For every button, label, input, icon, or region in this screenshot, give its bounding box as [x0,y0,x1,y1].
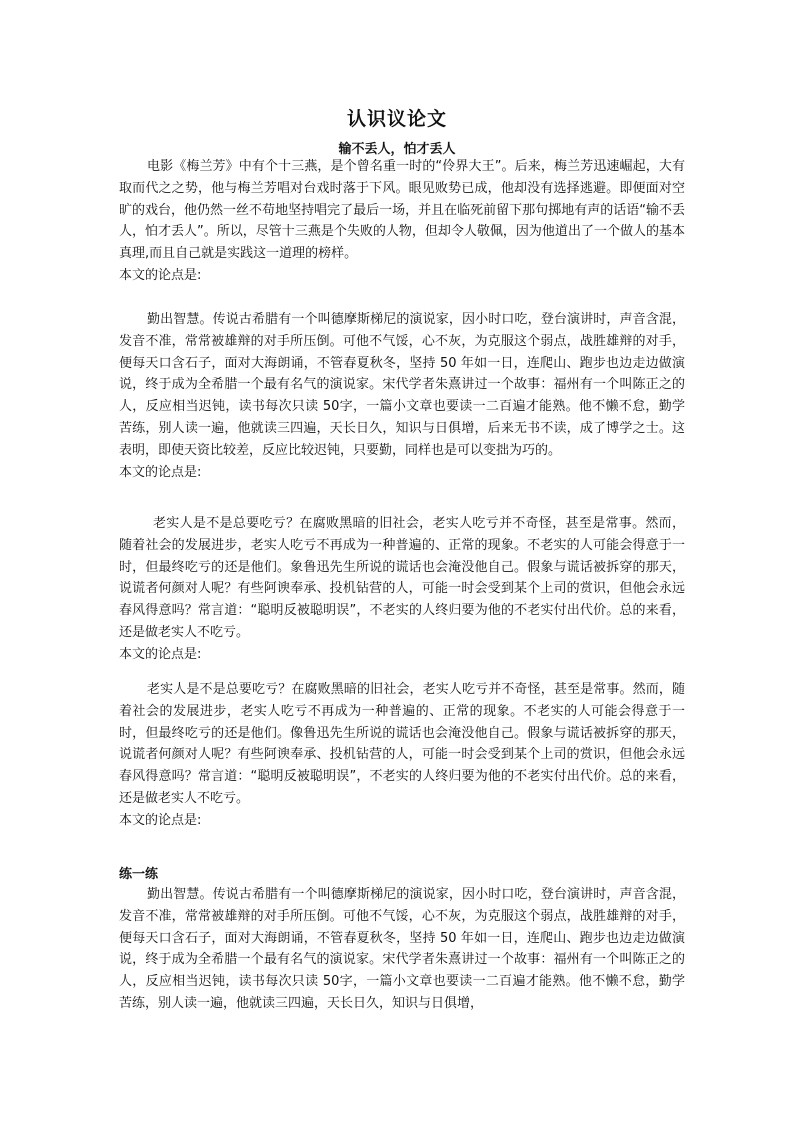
document-subtitle: 输不丢人，怕才丢人 [338,142,456,157]
paragraph-1: 电影《梅兰芳》中有个十三燕，是个曾名重一时的“伶界大王”。后来，梅兰芳迅速崛起，大有取而代之之势，他与梅兰芳唱对台戏时落于下风。眼见败势已成，他却没有选择逃避。即便面对空旷的戏台，他仍然一丝不苟地坚持唱完了最后一场，并且在临死前留下那句掷地有声的话语“输不丢人，怕才丢人”。所以，尽管十三燕是个失败的人物，但却令人敬佩，因为他道出了一个做人的基本真理,而且自己就是实践这一道理的榜样。 [119,159,685,262]
thesis-label-4: 本文的论点是: [119,812,202,828]
paragraph-3: 老实人是不是总要吃亏？在腐败黑暗的旧社会，老实人吃亏并不奇怪，甚至是常事。然而，随着社会的发展进步，老实人吃亏不再成为一种普遍的、正常的现象。不老实的人可能会得意于一时，但最终吃亏的还是他们。象鲁迅先生所说的谎话也会淹没他自己。假象与谎话被拆穿的那天，说谎者何颜对人呢？有些阿谀奉承、投机钻营的人，可能一时会受到某个上司的赏识，但他会永远春风得意吗？常言道：“聪明反被聪明误”，不老实的人终归要为他的不老实付出代价。总的来看，还是做老实人不吃亏。 [119,516,685,640]
paragraph-2: 勤出智慧。传说古希腊有一个叫德摩斯梯尼的演说家，因小时口吃，登台演讲时，声音含混，发音不准，常常被雄辩的对手所压倒。可他不气馁，心不灰，为克服这个弱点，战胜雄辩的对手，便每天口含石子，面对大海朗诵，不管春夏秋冬，坚持 50 年如一日，连爬山、跑步也边走边做演说，终于成为全希腊一个最有名气的演说家。宋代学者朱熹讲过一个故事：福州有一个叫陈正之的人，反应相当迟钝，读书每次只读 50字，一篇小文章也要读一二百遍才能熟。他不懒不怠，勤学苦练，别人读一遍，他就读三四遍，天长日久，知识与日俱增，后来无书不读，成了博学之士。这表明，即使天资比较差，反应比较迟钝，只要勤，同样也是可以变拙为巧的。 [119,312,685,458]
paragraph-4: 老实人是不是总要吃亏？在腐败黑暗的旧社会，老实人吃亏并不奇怪，甚至是常事。然而，随着社会的发展进步，老实人吃亏不再成为一种普遍的、正常的现象。不老实的人可能会得意于一时，但最终吃亏的还是他们。像鲁迅先生所说的谎话也会淹没他自己。假象与谎话被拆穿的那天，说谎者何颜对人呢？有些阿谀奉承、投机钻营的人，可能一时会受到某个上司的赏识，但他会永远春风得意吗？常言道：“聪明反被聪明误”，不老实的人终归要为他的不老实付出代价。总的来看，还是做老实人不吃亏。 [119,682,685,806]
thesis-label-2: 本文的论点是: [119,464,202,480]
section-3 [119,513,685,666]
section-1 [119,156,685,287]
document-title: 认识议论文 [346,108,447,130]
practice-heading: 练一练 [119,867,159,882]
thesis-label-3: 本文的论点是: [119,646,202,662]
practice-section [119,884,685,1015]
section-2 [119,309,685,483]
practice-paragraph: 勤出智慧。传说古希腊有一个叫德摩斯梯尼的演说家，因小时口吃，登台演讲时，声音含混，发音不准，常常被雄辩的对手所压倒。可他不气馁，心不灰，为克服这个弱点，战胜雄辩的对手，便每天口含石子，面对大海朗诵，不管春夏秋冬，坚持 50 年如一日，连爬山、跑步也边走边做演说，终于成为全希腊一个最有名气的演说家。宋代学者朱熹讲过一个故事：福州有一个叫陈正之的人，反应相当迟钝，读书每次只读 50字，一篇小文章也要读一二百遍才能熟。他不懒不怠，勤学苦练，别人读一遍，他就读三四遍，天长日久，知识与日俱增， [119,887,685,1011]
section-4 [119,679,685,832]
thesis-label-1: 本文的论点是: [119,267,202,283]
